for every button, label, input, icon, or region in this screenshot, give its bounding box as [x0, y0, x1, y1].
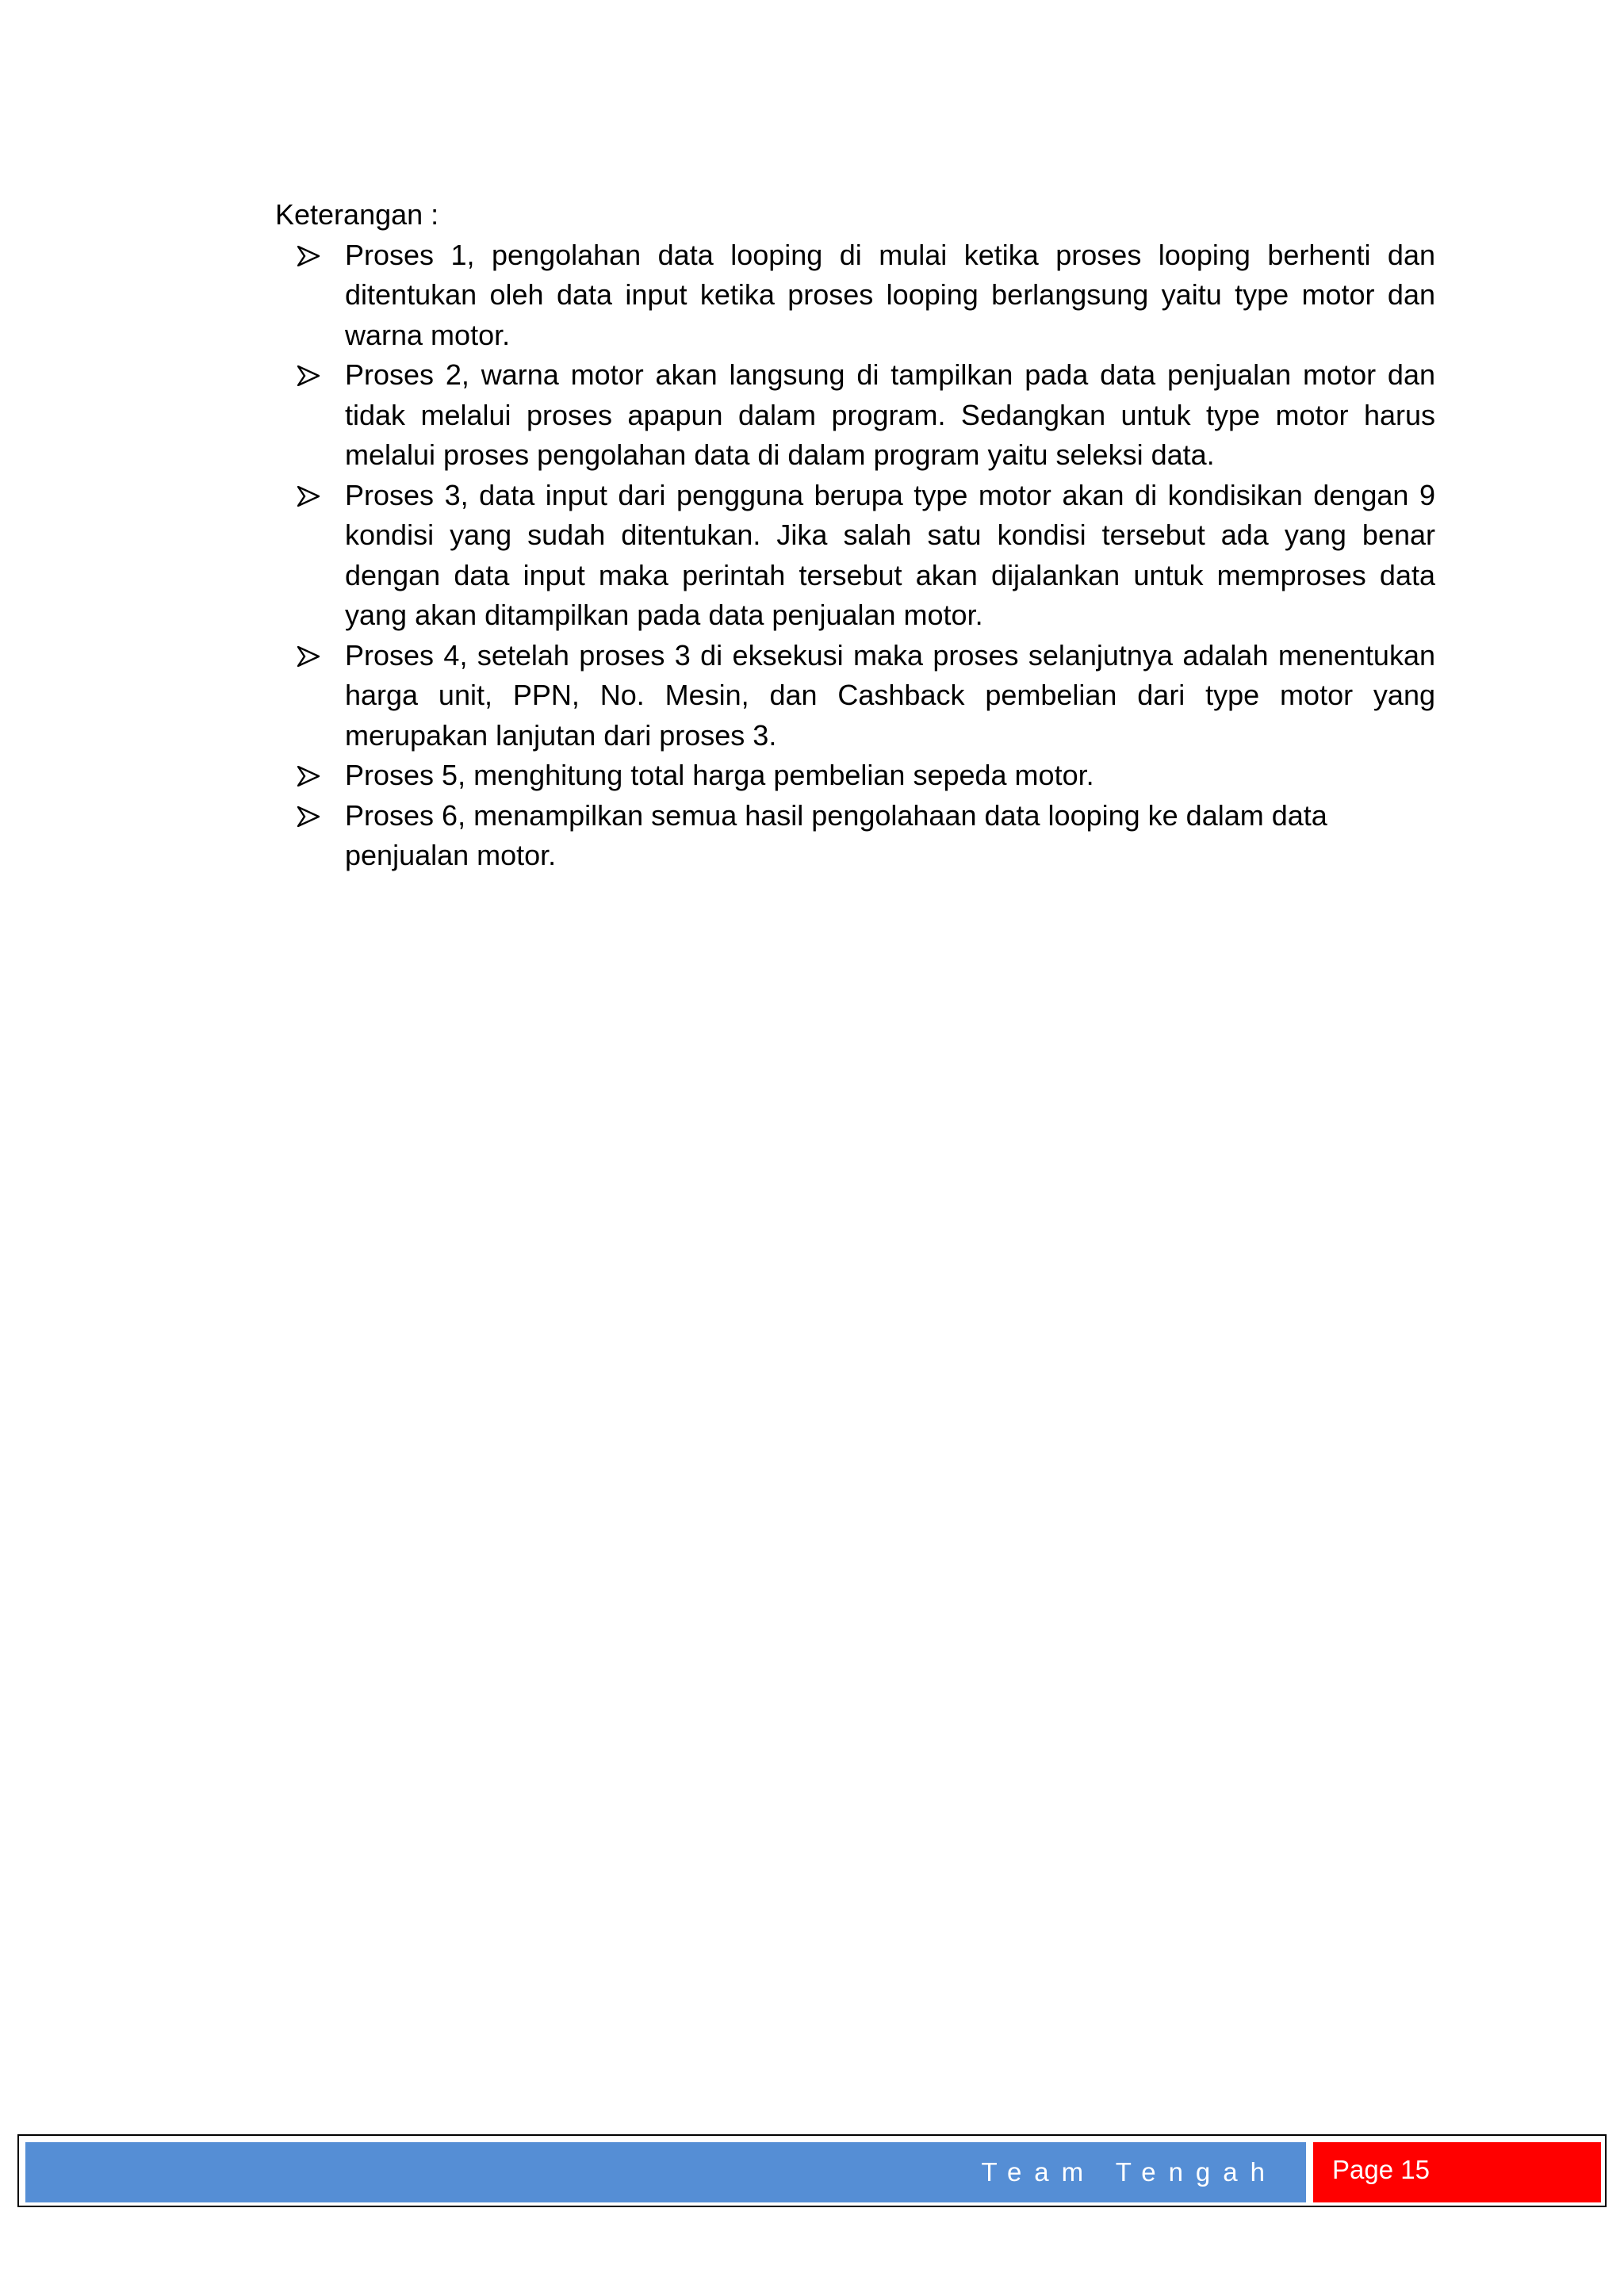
footer-team-bar: [25, 2142, 1306, 2202]
list-item-text: Proses 2, warna motor akan langsung di tampilkan pada data penjualan motor dan tidak melalui proses apapun dalam program. Sedangkan untuk type motor harus melalui proses pengolahan data di dalam program yaitu seleksi data.: [345, 358, 1435, 471]
page-number: Page 15: [1332, 2155, 1430, 2184]
list-item: [275, 476, 1435, 636]
list-item-text: Proses 3, data input dari pengguna berupa type motor akan di kondisikan dengan 9 kondisi yang sudah ditentukan. Jika salah satu kondisi tersebut ada yang benar dengan data input maka perintah tersebut akan dijalankan untuk memproses data yang akan ditampilkan pada data penjualan motor.: [345, 478, 1435, 631]
list-item-text: Proses 5, menghitung total harga pembelian sepeda motor.: [345, 759, 1094, 791]
arrowhead-bullet-icon: [297, 486, 320, 507]
section-heading: Keterangan :: [275, 198, 439, 231]
arrowhead-bullet-icon: [297, 246, 320, 266]
process-list: [275, 235, 1435, 876]
arrowhead-bullet-icon: [297, 766, 320, 786]
arrowhead-bullet-icon: [297, 646, 320, 667]
list-item-text: Proses 1, pengolahan data looping di mulai ketika proses looping berhenti dan ditentukan oleh data input ketika proses looping berlangsung yaitu type motor dan warna motor.: [345, 238, 1435, 351]
list-item: [275, 756, 1435, 796]
arrowhead-bullet-icon: [297, 365, 320, 386]
list-item-text: Proses 4, setelah proses 3 di eksekusi maka proses selanjutnya adalah menentukan harga unit, PPN, No. Mesin, dan Cashback pembelian dari type motor yang merupakan lanjutan dari proses 3.: [345, 638, 1435, 752]
list-item: [275, 235, 1435, 356]
arrowhead-bullet-icon: [297, 806, 320, 827]
footer-page-bar: [1313, 2142, 1601, 2202]
footer-team-label: Team Tengah: [981, 2157, 1277, 2187]
list-item-text: Proses 6, menampilkan semua hasil pengolahaan data looping ke dalam data penjualan motor.: [345, 798, 1327, 871]
page-content: [275, 195, 1435, 876]
list-item: [275, 796, 1435, 876]
list-item: [275, 355, 1435, 476]
list-item: [275, 636, 1435, 756]
